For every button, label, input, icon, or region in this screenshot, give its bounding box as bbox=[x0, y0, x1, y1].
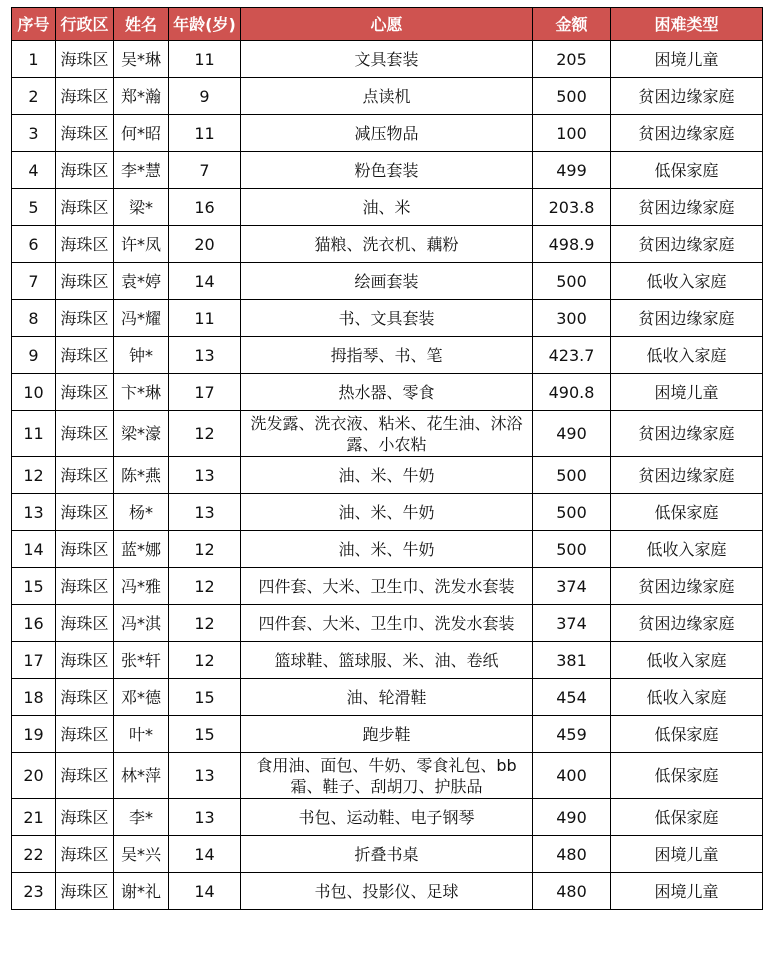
cell-age: 9 bbox=[169, 78, 241, 115]
cell-amount: 203.8 bbox=[533, 189, 611, 226]
cell-district: 海珠区 bbox=[56, 115, 114, 152]
cell-amount: 374 bbox=[533, 568, 611, 605]
cell-amount: 500 bbox=[533, 263, 611, 300]
header-type: 困难类型 bbox=[611, 8, 763, 41]
cell-type: 贫困边缘家庭 bbox=[611, 457, 763, 494]
cell-district: 海珠区 bbox=[56, 799, 114, 836]
cell-amount: 100 bbox=[533, 115, 611, 152]
cell-name: 许*凤 bbox=[114, 226, 169, 263]
cell-district: 海珠区 bbox=[56, 337, 114, 374]
cell-wish: 折叠书桌 bbox=[241, 836, 533, 873]
table-row bbox=[12, 716, 763, 753]
cell-no: 11 bbox=[12, 411, 56, 457]
cell-district: 海珠区 bbox=[56, 531, 114, 568]
table-row bbox=[12, 374, 763, 411]
cell-wish: 热水器、零食 bbox=[241, 374, 533, 411]
cell-amount: 490 bbox=[533, 411, 611, 457]
cell-district: 海珠区 bbox=[56, 642, 114, 679]
cell-district: 海珠区 bbox=[56, 78, 114, 115]
cell-age: 15 bbox=[169, 679, 241, 716]
cell-district: 海珠区 bbox=[56, 568, 114, 605]
cell-name: 吴*兴 bbox=[114, 836, 169, 873]
cell-type: 低保家庭 bbox=[611, 753, 763, 799]
cell-type: 低收入家庭 bbox=[611, 263, 763, 300]
cell-district: 海珠区 bbox=[56, 226, 114, 263]
cell-name: 谢*礼 bbox=[114, 873, 169, 910]
cell-name: 袁*婷 bbox=[114, 263, 169, 300]
cell-amount: 500 bbox=[533, 494, 611, 531]
cell-no: 8 bbox=[12, 300, 56, 337]
cell-age: 11 bbox=[169, 300, 241, 337]
cell-type: 困境儿童 bbox=[611, 873, 763, 910]
cell-no: 3 bbox=[12, 115, 56, 152]
cell-wish: 书包、投影仪、足球 bbox=[241, 873, 533, 910]
cell-name: 卞*琳 bbox=[114, 374, 169, 411]
cell-district: 海珠区 bbox=[56, 189, 114, 226]
cell-type: 困境儿童 bbox=[611, 41, 763, 78]
cell-wish: 油、米 bbox=[241, 189, 533, 226]
cell-amount: 454 bbox=[533, 679, 611, 716]
cell-type: 贫困边缘家庭 bbox=[611, 568, 763, 605]
cell-type: 低收入家庭 bbox=[611, 679, 763, 716]
cell-name: 吴*琳 bbox=[114, 41, 169, 78]
header-age: 年龄(岁) bbox=[169, 8, 241, 41]
header-amount: 金额 bbox=[533, 8, 611, 41]
cell-name: 梁*濠 bbox=[114, 411, 169, 457]
cell-wish: 拇指琴、书、笔 bbox=[241, 337, 533, 374]
cell-district: 海珠区 bbox=[56, 753, 114, 799]
cell-type: 低收入家庭 bbox=[611, 642, 763, 679]
cell-district: 海珠区 bbox=[56, 836, 114, 873]
cell-age: 13 bbox=[169, 337, 241, 374]
cell-district: 海珠区 bbox=[56, 152, 114, 189]
cell-type: 贫困边缘家庭 bbox=[611, 226, 763, 263]
cell-wish: 篮球鞋、篮球服、米、油、卷纸 bbox=[241, 642, 533, 679]
wish-table bbox=[11, 7, 763, 910]
cell-type: 贫困边缘家庭 bbox=[611, 605, 763, 642]
table-row bbox=[12, 568, 763, 605]
cell-no: 22 bbox=[12, 836, 56, 873]
table-row bbox=[12, 337, 763, 374]
cell-wish: 油、米、牛奶 bbox=[241, 457, 533, 494]
header-no: 序号 bbox=[12, 8, 56, 41]
cell-type: 低保家庭 bbox=[611, 494, 763, 531]
cell-no: 6 bbox=[12, 226, 56, 263]
cell-name: 冯*雅 bbox=[114, 568, 169, 605]
cell-type: 低收入家庭 bbox=[611, 531, 763, 568]
cell-amount: 300 bbox=[533, 300, 611, 337]
table-row bbox=[12, 263, 763, 300]
cell-amount: 499 bbox=[533, 152, 611, 189]
table-row bbox=[12, 605, 763, 642]
cell-wish: 书、文具套装 bbox=[241, 300, 533, 337]
table-row bbox=[12, 189, 763, 226]
cell-no: 19 bbox=[12, 716, 56, 753]
cell-age: 16 bbox=[169, 189, 241, 226]
cell-amount: 459 bbox=[533, 716, 611, 753]
table-row bbox=[12, 679, 763, 716]
wish-table-container bbox=[11, 7, 763, 910]
cell-age: 12 bbox=[169, 642, 241, 679]
table-row bbox=[12, 753, 763, 799]
cell-name: 蓝*娜 bbox=[114, 531, 169, 568]
cell-district: 海珠区 bbox=[56, 716, 114, 753]
cell-age: 17 bbox=[169, 374, 241, 411]
cell-amount: 490 bbox=[533, 799, 611, 836]
table-row bbox=[12, 457, 763, 494]
cell-amount: 381 bbox=[533, 642, 611, 679]
cell-age: 14 bbox=[169, 836, 241, 873]
cell-no: 17 bbox=[12, 642, 56, 679]
cell-name: 冯*淇 bbox=[114, 605, 169, 642]
cell-type: 困境儿童 bbox=[611, 836, 763, 873]
table-row bbox=[12, 799, 763, 836]
cell-name: 梁* bbox=[114, 189, 169, 226]
table-row bbox=[12, 531, 763, 568]
cell-amount: 480 bbox=[533, 873, 611, 910]
cell-amount: 498.9 bbox=[533, 226, 611, 263]
cell-age: 20 bbox=[169, 226, 241, 263]
table-row bbox=[12, 152, 763, 189]
cell-type: 低收入家庭 bbox=[611, 337, 763, 374]
cell-wish: 四件套、大米、卫生巾、洗发水套装 bbox=[241, 605, 533, 642]
cell-age: 13 bbox=[169, 494, 241, 531]
cell-name: 李* bbox=[114, 799, 169, 836]
cell-no: 4 bbox=[12, 152, 56, 189]
cell-amount: 205 bbox=[533, 41, 611, 78]
cell-age: 13 bbox=[169, 457, 241, 494]
cell-district: 海珠区 bbox=[56, 605, 114, 642]
cell-wish: 减压物品 bbox=[241, 115, 533, 152]
cell-amount: 500 bbox=[533, 457, 611, 494]
cell-no: 21 bbox=[12, 799, 56, 836]
cell-no: 23 bbox=[12, 873, 56, 910]
cell-type: 低保家庭 bbox=[611, 799, 763, 836]
cell-name: 叶* bbox=[114, 716, 169, 753]
cell-type: 贫困边缘家庭 bbox=[611, 189, 763, 226]
header-name: 姓名 bbox=[114, 8, 169, 41]
cell-age: 11 bbox=[169, 41, 241, 78]
cell-age: 14 bbox=[169, 873, 241, 910]
cell-wish: 绘画套装 bbox=[241, 263, 533, 300]
cell-type: 低保家庭 bbox=[611, 152, 763, 189]
cell-name: 林*萍 bbox=[114, 753, 169, 799]
cell-amount: 374 bbox=[533, 605, 611, 642]
cell-name: 杨* bbox=[114, 494, 169, 531]
cell-amount: 480 bbox=[533, 836, 611, 873]
cell-age: 13 bbox=[169, 753, 241, 799]
table-row bbox=[12, 494, 763, 531]
cell-no: 5 bbox=[12, 189, 56, 226]
cell-wish: 书包、运动鞋、电子钢琴 bbox=[241, 799, 533, 836]
cell-district: 海珠区 bbox=[56, 374, 114, 411]
cell-wish: 油、轮滑鞋 bbox=[241, 679, 533, 716]
cell-type: 贫困边缘家庭 bbox=[611, 115, 763, 152]
header-row bbox=[12, 8, 763, 41]
cell-district: 海珠区 bbox=[56, 41, 114, 78]
cell-age: 11 bbox=[169, 115, 241, 152]
cell-no: 12 bbox=[12, 457, 56, 494]
table-row bbox=[12, 836, 763, 873]
cell-wish: 食用油、面包、牛奶、零食礼包、bb霜、鞋子、刮胡刀、护肤品 bbox=[241, 753, 533, 799]
cell-wish: 油、米、牛奶 bbox=[241, 494, 533, 531]
cell-wish: 点读机 bbox=[241, 78, 533, 115]
cell-age: 13 bbox=[169, 799, 241, 836]
cell-age: 7 bbox=[169, 152, 241, 189]
cell-no: 9 bbox=[12, 337, 56, 374]
table-row bbox=[12, 873, 763, 910]
cell-no: 14 bbox=[12, 531, 56, 568]
cell-wish: 油、米、牛奶 bbox=[241, 531, 533, 568]
cell-age: 12 bbox=[169, 411, 241, 457]
cell-no: 16 bbox=[12, 605, 56, 642]
cell-district: 海珠区 bbox=[56, 411, 114, 457]
cell-no: 2 bbox=[12, 78, 56, 115]
table-row bbox=[12, 78, 763, 115]
cell-wish: 洗发露、洗衣液、粘米、花生油、沐浴露、小农粘 bbox=[241, 411, 533, 457]
cell-type: 贫困边缘家庭 bbox=[611, 78, 763, 115]
table-row bbox=[12, 300, 763, 337]
cell-no: 18 bbox=[12, 679, 56, 716]
table-row bbox=[12, 115, 763, 152]
cell-no: 1 bbox=[12, 41, 56, 78]
cell-wish: 粉色套装 bbox=[241, 152, 533, 189]
cell-wish: 文具套装 bbox=[241, 41, 533, 78]
header-district: 行政区 bbox=[56, 8, 114, 41]
table-row bbox=[12, 642, 763, 679]
cell-name: 张*轩 bbox=[114, 642, 169, 679]
cell-amount: 500 bbox=[533, 78, 611, 115]
cell-name: 邓*德 bbox=[114, 679, 169, 716]
cell-wish: 猫粮、洗衣机、藕粉 bbox=[241, 226, 533, 263]
cell-district: 海珠区 bbox=[56, 679, 114, 716]
cell-name: 李*慧 bbox=[114, 152, 169, 189]
cell-district: 海珠区 bbox=[56, 494, 114, 531]
cell-no: 7 bbox=[12, 263, 56, 300]
cell-amount: 423.7 bbox=[533, 337, 611, 374]
cell-name: 冯*耀 bbox=[114, 300, 169, 337]
cell-age: 12 bbox=[169, 568, 241, 605]
cell-district: 海珠区 bbox=[56, 300, 114, 337]
cell-wish: 跑步鞋 bbox=[241, 716, 533, 753]
cell-no: 20 bbox=[12, 753, 56, 799]
cell-amount: 490.8 bbox=[533, 374, 611, 411]
cell-type: 困境儿童 bbox=[611, 374, 763, 411]
cell-wish: 四件套、大米、卫生巾、洗发水套装 bbox=[241, 568, 533, 605]
cell-district: 海珠区 bbox=[56, 457, 114, 494]
cell-no: 15 bbox=[12, 568, 56, 605]
cell-no: 13 bbox=[12, 494, 56, 531]
cell-age: 14 bbox=[169, 263, 241, 300]
cell-age: 12 bbox=[169, 531, 241, 568]
cell-amount: 400 bbox=[533, 753, 611, 799]
cell-type: 低保家庭 bbox=[611, 716, 763, 753]
cell-name: 陈*燕 bbox=[114, 457, 169, 494]
table-row bbox=[12, 226, 763, 263]
cell-district: 海珠区 bbox=[56, 263, 114, 300]
cell-type: 贫困边缘家庭 bbox=[611, 300, 763, 337]
cell-age: 15 bbox=[169, 716, 241, 753]
table-row bbox=[12, 411, 763, 457]
cell-age: 12 bbox=[169, 605, 241, 642]
cell-district: 海珠区 bbox=[56, 873, 114, 910]
cell-name: 何*昭 bbox=[114, 115, 169, 152]
cell-no: 10 bbox=[12, 374, 56, 411]
cell-name: 郑*瀚 bbox=[114, 78, 169, 115]
table-row bbox=[12, 41, 763, 78]
header-wish: 心愿 bbox=[241, 8, 533, 41]
cell-name: 钟* bbox=[114, 337, 169, 374]
cell-amount: 500 bbox=[533, 531, 611, 568]
cell-type: 贫困边缘家庭 bbox=[611, 411, 763, 457]
